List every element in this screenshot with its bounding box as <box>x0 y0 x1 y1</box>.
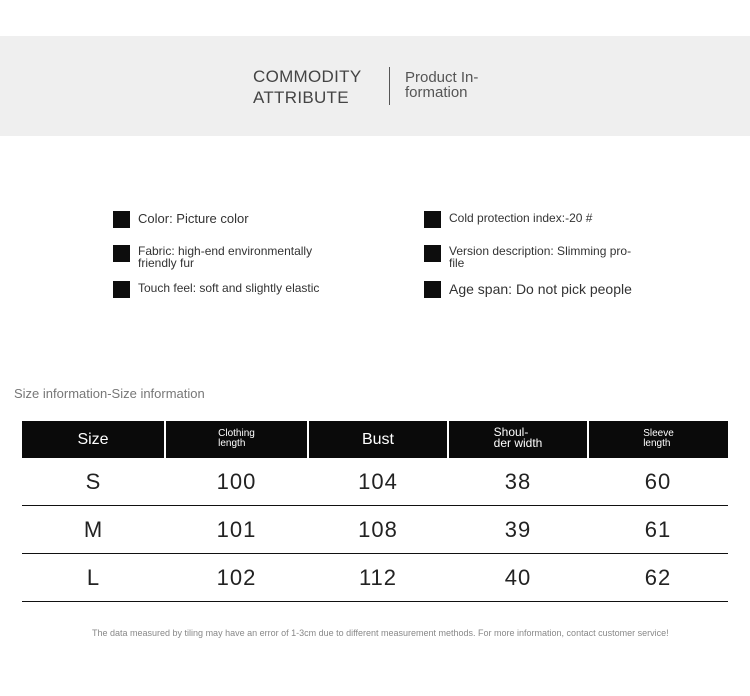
header-clothing-label <box>218 429 255 449</box>
attr-color-text: Color: Picture color <box>138 211 249 226</box>
header-sleeve-length <box>588 421 728 458</box>
header-clothing-line1: Clothing <box>218 427 255 439</box>
attr-fabric-line1: Fabric: high-end environmentally <box>138 244 313 258</box>
header-divider <box>389 67 390 105</box>
cell-size: S <box>22 458 165 506</box>
header-sleeve-line2: length <box>643 437 671 449</box>
cell-size: M <box>22 506 165 554</box>
cell-clothing-length: 102 <box>165 554 308 602</box>
measurement-note: The data measured by tiling may have an error of 1-3cm due to different measurement methods. For more information, contact customer service! <box>92 628 669 638</box>
commodity-attribute-title <box>253 66 383 108</box>
header-sleeve-label <box>643 429 674 449</box>
header-clothing-length <box>165 421 308 458</box>
product-information-title <box>405 70 505 100</box>
size-table <box>22 421 728 602</box>
attr-cold <box>424 211 592 228</box>
header-bust <box>308 421 448 458</box>
cell-clothing-length: 101 <box>165 506 308 554</box>
header-bust-label: Bust <box>361 430 394 448</box>
attr-touch-text: Touch feel: soft and slightly elastic <box>138 281 320 295</box>
attr-age <box>424 281 632 298</box>
attr-version-text <box>449 245 631 269</box>
square-bullet-icon <box>424 211 441 228</box>
header-clothing-line2: length <box>218 437 246 449</box>
header-right-line2: formation <box>405 84 468 101</box>
square-bullet-icon <box>113 211 130 228</box>
attr-color <box>113 211 249 228</box>
table-row <box>22 554 728 602</box>
table-row <box>22 458 728 506</box>
cell-bust: 112 <box>308 554 448 602</box>
attr-fabric <box>113 245 312 269</box>
header-shoulder-line1: Shoul- <box>493 425 529 439</box>
square-bullet-icon <box>424 281 441 298</box>
attr-version-line2: file <box>449 256 465 270</box>
header-sleeve-line1: Sleeve <box>643 427 674 439</box>
size-section-title: Size information-Size information <box>14 386 205 401</box>
header-band <box>0 36 750 136</box>
attr-fabric-text <box>138 245 312 269</box>
cell-sleeve-length: 62 <box>588 554 728 602</box>
cell-bust: 104 <box>308 458 448 506</box>
header-right-line1: Product In- <box>405 69 479 86</box>
cell-shoulder-width: 39 <box>448 506 588 554</box>
header-shoulder-label <box>494 427 543 449</box>
attr-touch <box>113 281 319 298</box>
size-table-header-row <box>22 421 728 458</box>
cell-shoulder-width: 38 <box>448 458 588 506</box>
square-bullet-icon <box>113 281 130 298</box>
attr-fabric-line2: friendly fur <box>138 256 195 270</box>
attr-version <box>424 245 631 269</box>
header-left-line1: COMMODITY <box>253 67 362 86</box>
cell-bust: 108 <box>308 506 448 554</box>
header-size <box>22 421 165 458</box>
cell-sleeve-length: 60 <box>588 458 728 506</box>
attr-age-text: Age span: Do not pick people <box>449 281 632 297</box>
square-bullet-icon <box>113 245 130 262</box>
cell-shoulder-width: 40 <box>448 554 588 602</box>
header-shoulder-width <box>448 421 588 458</box>
header-shoulder-line2: der width <box>493 436 543 450</box>
header-left-line2: ATTRIBUTE <box>253 88 349 107</box>
cell-clothing-length: 100 <box>165 458 308 506</box>
cell-sleeve-length: 61 <box>588 506 728 554</box>
header-size-label: Size <box>77 430 109 448</box>
attr-cold-text: Cold protection index:-20 # <box>449 211 593 225</box>
table-row <box>22 506 728 554</box>
attr-version-line1: Version description: Slimming pro- <box>449 244 632 258</box>
square-bullet-icon <box>424 245 441 262</box>
cell-size: L <box>22 554 165 602</box>
